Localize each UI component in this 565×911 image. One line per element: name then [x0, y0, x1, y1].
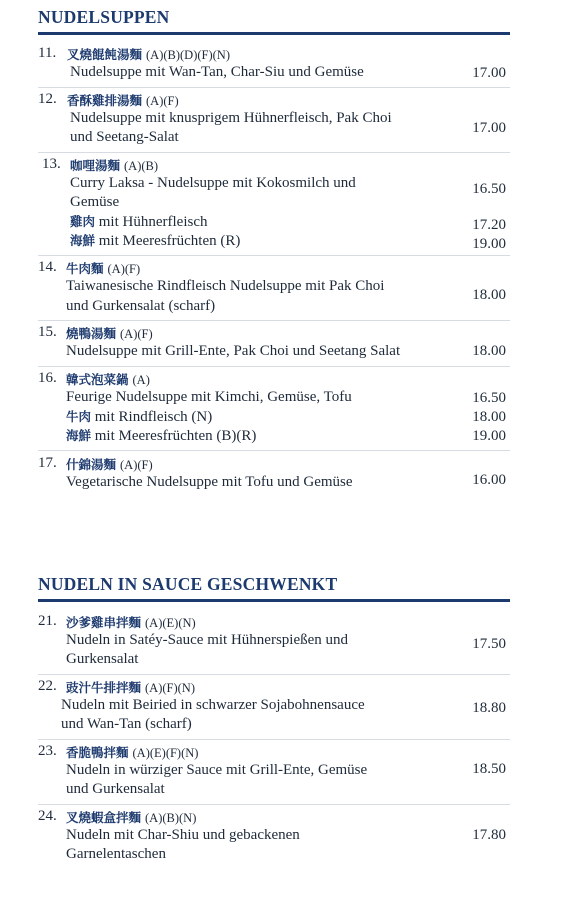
item-variant	[70, 231, 240, 251]
section-rule	[38, 599, 510, 602]
variant-price: 19.00	[472, 236, 506, 252]
item-chinese-name: 咖哩湯麵	[70, 158, 121, 173]
item-description-line-1: Curry Laksa - Nudelsuppe mit Kokosmilch und	[70, 175, 356, 191]
variant-text: mit Meeresfrüchten (R)	[98, 233, 241, 249]
item-divider	[38, 804, 510, 805]
item-price: 18.80	[472, 700, 506, 716]
item-divider	[38, 152, 510, 153]
item-description-line-2: und Gurkensalat	[66, 781, 165, 797]
item-allergens: (A)(F)	[120, 327, 153, 341]
item-allergens: (A)(E)(F)(N)	[132, 746, 199, 760]
item-divider	[38, 320, 510, 321]
item-description-line-1: Nudeln in Satéy-Sauce mit Hühnerspießen und	[66, 632, 349, 648]
section-nudelsuppen	[38, 7, 510, 35]
item-name-line	[67, 45, 230, 63]
item-allergens: (A)(F)	[146, 94, 179, 108]
item-number: 13.	[42, 156, 61, 172]
item-number: 12.	[38, 91, 57, 107]
section-nudeln-in-sauce	[38, 574, 510, 602]
item-allergens: (A)(F)	[107, 262, 141, 276]
item-divider	[38, 674, 510, 675]
item-name-line	[66, 678, 195, 696]
item-description: Nudelsuppe mit Grill-Ente, Pak Choi und Seetang Salat	[66, 343, 401, 359]
variant-chinese-name: 海鮮	[70, 233, 96, 248]
item-number: 16.	[38, 370, 57, 386]
item-description-line-2: Gurkensalat	[66, 651, 139, 667]
item-description-line-2: Garnelentaschen	[66, 846, 166, 862]
item-name-line	[67, 91, 179, 109]
variant-chinese-name: 牛肉	[66, 409, 92, 424]
item-allergens: (A)	[132, 373, 150, 387]
item-chinese-name: 沙爹雞串拌麵	[66, 615, 142, 630]
item-number: 24.	[38, 808, 57, 824]
item-divider	[38, 366, 510, 367]
item-name-line	[66, 743, 198, 761]
item-name-line	[66, 370, 150, 388]
item-divider	[38, 255, 510, 256]
item-description-line-1: Taiwanesische Rindfleisch Nudelsuppe mit Pak Choi	[66, 278, 385, 294]
item-chinese-name: 什錦湯麵	[66, 457, 117, 472]
variant-text: mit Hühnerfleisch	[98, 214, 208, 230]
item-chinese-name: 牛肉麵	[66, 261, 104, 276]
item-description-line-2: und Wan-Tan (scharf)	[61, 716, 192, 732]
item-number: 15.	[38, 324, 57, 340]
item-description-line-1: Nudeln mit Beiried in schwarzer Sojabohnensauce	[61, 697, 365, 713]
item-variant	[66, 426, 256, 446]
variant-price: 18.00	[472, 409, 506, 425]
item-chinese-name: 韓式泡菜鍋	[66, 372, 129, 387]
item-price: 18.00	[472, 287, 506, 303]
item-name-line	[66, 808, 196, 826]
item-allergens: (A)(B)(N)	[145, 811, 197, 825]
variant-text: mit Rindfleisch (N)	[94, 409, 213, 425]
variant-text: mit Meeresfrüchten (B)(R)	[94, 428, 257, 444]
item-description-line-2: und Gurkensalat (scharf)	[66, 298, 216, 314]
item-name-line	[66, 455, 153, 473]
item-divider	[38, 739, 510, 740]
item-description-line-1: Nudeln mit Char-Shiu und gebackenen	[66, 827, 300, 843]
item-name-line	[70, 156, 158, 174]
item-name-line	[66, 324, 153, 342]
item-description-line-2: und Seetang-Salat	[70, 129, 179, 145]
item-chinese-name: 叉燒蝦盒拌麵	[66, 810, 142, 825]
section-title: NUDELN IN SAUCE GESCHWENKT	[38, 574, 338, 594]
item-price: 17.50	[472, 636, 506, 652]
item-price: 17.00	[472, 120, 506, 136]
item-description: Nudelsuppe mit Wan-Tan, Char-Siu und Gemüse	[70, 64, 364, 80]
item-allergens: (A)(F)(N)	[145, 681, 195, 695]
item-divider	[38, 450, 510, 451]
section-title: NUDELSUPPEN	[38, 7, 170, 27]
item-chinese-name: 叉燒餛飩湯麵	[67, 47, 143, 62]
item-name-line	[66, 259, 140, 277]
item-description-line-1: Nudeln in würziger Sauce mit Grill-Ente, Gemüse	[66, 762, 368, 778]
item-variant	[66, 407, 212, 427]
item-number: 22.	[38, 678, 57, 694]
item-price: 17.00	[472, 65, 506, 81]
item-divider	[38, 87, 510, 88]
variant-chinese-name: 海鮮	[66, 428, 92, 443]
variant-price: 17.20	[472, 217, 506, 233]
item-price: 16.50	[472, 181, 506, 197]
item-variant	[70, 212, 208, 232]
item-price: 18.00	[472, 343, 506, 359]
item-allergens: (A)(B)(D)(F)(N)	[146, 48, 230, 62]
variant-price: 19.00	[472, 428, 506, 444]
item-allergens: (A)(F)	[120, 458, 153, 472]
section-rule	[38, 32, 510, 35]
item-chinese-name: 豉汁牛排拌麵	[66, 680, 142, 695]
item-allergens: (A)(E)(N)	[145, 616, 196, 630]
item-chinese-name: 香酥雞排湯麵	[67, 93, 143, 108]
item-description: Feurige Nudelsuppe mit Kimchi, Gemüse, Tofu	[66, 389, 352, 405]
item-price: 16.50	[472, 390, 506, 406]
item-number: 11.	[38, 45, 57, 61]
item-chinese-name: 燒鴨湯麵	[66, 326, 117, 341]
variant-chinese-name: 雞肉	[70, 214, 96, 229]
item-number: 23.	[38, 743, 57, 759]
item-price: 16.00	[472, 472, 506, 488]
item-description-line-1: Nudelsuppe mit knusprigem Hühnerfleisch, Pak Choi	[70, 110, 392, 126]
item-name-line	[66, 613, 196, 631]
item-description: Vegetarische Nudelsuppe mit Tofu und Gemüse	[66, 474, 353, 490]
item-allergens: (A)(B)	[124, 159, 159, 173]
item-number: 14.	[38, 259, 57, 275]
item-description-line-2: Gemüse	[70, 194, 120, 210]
item-price: 17.80	[472, 827, 506, 843]
item-chinese-name: 香脆鴨拌麵	[66, 745, 129, 760]
item-number: 21.	[38, 613, 57, 629]
item-number: 17.	[38, 455, 57, 471]
item-price: 18.50	[472, 761, 506, 777]
